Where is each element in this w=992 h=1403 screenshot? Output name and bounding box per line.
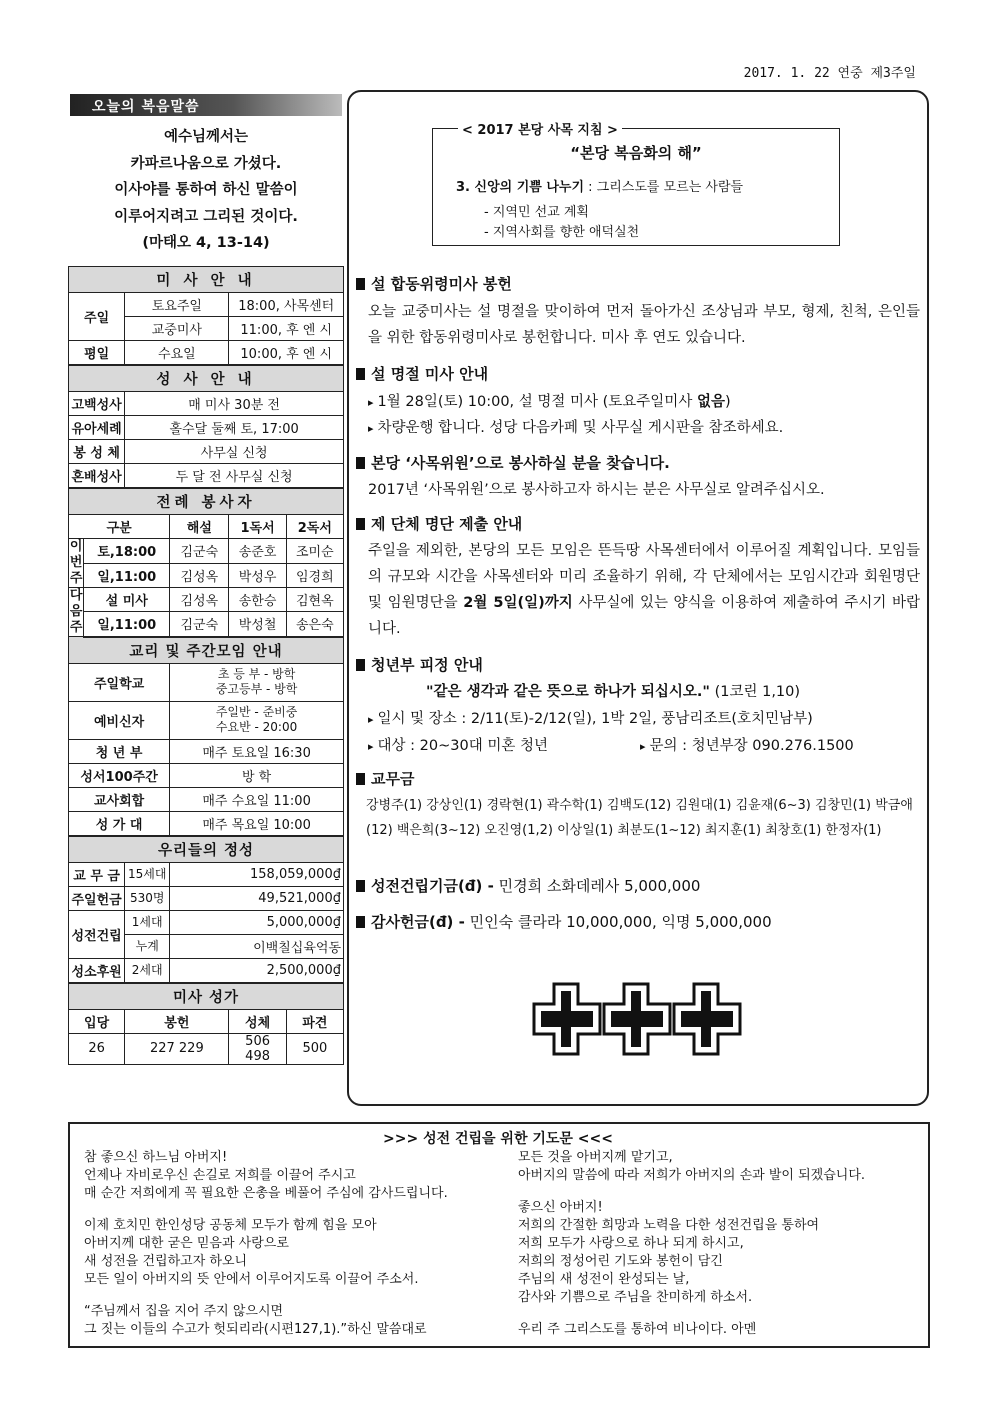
prayer-gap [518, 1185, 922, 1199]
mass-name: 교중미사 [125, 317, 229, 341]
offering-amount: 2,500,000₫ [170, 958, 344, 983]
prayer-title: >>> 성전 건립을 위한 기도문 <<< [383, 1131, 613, 1147]
servers-col: 구분 [69, 515, 170, 539]
mass-weekday: 평일 [69, 341, 125, 366]
notice-bullet [640, 734, 854, 755]
notice-title [356, 911, 772, 932]
servers-col: 해설 [170, 515, 229, 539]
notice-bullet-text: 차량운행 합니다. 성당 다음카페 및 사무실 게시판을 참조하세요. [377, 420, 784, 436]
square-bullet-icon [356, 278, 365, 290]
notice-title [356, 452, 670, 473]
hymn-col: 파견 [286, 1009, 343, 1033]
offering-name: 성소후원 [69, 958, 125, 983]
prayer-line: 그 짓는 이들의 수고가 헛되리라(시편127,1).”하신 말씀대로 [84, 1322, 427, 1337]
prayer-line: 아버지의 말씀에 따라 저희가 아버지의 손과 발이 되겠습니다. [518, 1168, 866, 1183]
server-name: 김군숙 [170, 612, 229, 637]
group-value: 매주 수요일 11:00 [170, 787, 344, 811]
prayer-line: 모든 것을 아버지께 맡기고, [518, 1150, 673, 1165]
server-time: 일,11:00 [84, 563, 170, 588]
notice-title-text: 감사헌금(đ) - [371, 913, 465, 931]
hymn-col: 입당 [69, 1009, 125, 1033]
notice-title [356, 654, 483, 675]
notice-title-text: 제 단체 명단 제출 안내 [371, 515, 523, 533]
server-time: 일,11:00 [84, 612, 170, 637]
notice-title [356, 363, 488, 384]
prayer-gap [84, 1203, 504, 1217]
notice-bullet [368, 734, 548, 755]
server-name: 김성옥 [170, 588, 229, 612]
retreat-quote [426, 680, 800, 701]
square-bullet-icon [356, 659, 365, 671]
prayer-line: 매 순간 저희에게 꼭 필요한 은총을 베풀어 주심에 감사드립니다. [84, 1186, 448, 1201]
gospel-line: 이루어지려고 그리된 것이다. [114, 208, 298, 225]
group-value: 매주 목요일 10:00 [170, 811, 344, 836]
prayer-line: 주님의 새 성전이 완성되는 날, [518, 1272, 690, 1287]
mass-name: 수요일 [125, 341, 229, 366]
group-value-line: 수요반 - 20:00 [215, 720, 298, 734]
gospel-tab [70, 94, 342, 116]
offering-name: 주일헌금 [69, 886, 125, 910]
square-bullet-icon [356, 518, 365, 530]
notice-body-bold: 2월 5일(일)까지 [463, 595, 573, 611]
group-name: 교사회합 [69, 787, 170, 811]
server-time: 설 미사 [84, 588, 170, 612]
gospel-tab-label: 오늘의 복음말씀 [92, 99, 200, 115]
notice-bullet-text: 문의 : 청년부장 090.276.1500 [649, 738, 854, 754]
prayer-line: 좋으신 아버지! [518, 1200, 603, 1215]
hymn-number: 26 [69, 1033, 125, 1064]
notice-title-text: 성전건립기금(đ) - [371, 877, 494, 895]
hymn-col: 성체 [229, 1009, 286, 1033]
hymn-number: 506 498 [229, 1033, 286, 1064]
group-name: 예비신자 [69, 701, 170, 739]
hymn-number: 500 [286, 1033, 343, 1064]
server-name: 송준호 [229, 539, 286, 564]
prayer-line: 감사와 기쁨으로 주님을 찬미하게 하소서. [518, 1290, 753, 1305]
offering-count: 2세대 [125, 958, 170, 983]
prayer-gap [518, 1307, 922, 1321]
server-name: 김성옥 [170, 563, 229, 588]
sacrament-value: 두 달 전 사무실 신청 [125, 464, 344, 489]
sacrament-value: 매 미사 30분 전 [125, 392, 344, 416]
server-name: 김군숙 [170, 539, 229, 564]
notice-bullet-bold: 없음 [696, 394, 725, 410]
offering-count: 1세대 [125, 910, 170, 934]
notice-body: 오늘 교중미사는 설 명절을 맞이하여 먼저 돌아가신 조상님과 부모, 형제, 친척, 은인들을 위한 합동위령미사로 봉헌합니다. 미사 후 연도 있습니다. [368, 304, 920, 346]
group-value: 매주 토요일 16:30 [170, 739, 344, 763]
sacrament-value: 사무실 신청 [125, 440, 344, 464]
servers-col: 2독서 [286, 515, 343, 539]
notice-title-value: 민인숙 클라라 10,000,000, 익명 5,000,000 [464, 913, 772, 931]
policy-subtitle: “본당 복음화의 해” [570, 144, 702, 162]
group-name: 청 년 부 [69, 739, 170, 763]
server-time: 토,18:00 [84, 539, 170, 564]
notice-body [368, 538, 920, 642]
crosses-icon [532, 980, 746, 1058]
notice-bullet-text: 대상 : 20~30대 미혼 청년 [377, 738, 548, 754]
group-value: 방 학 [170, 763, 344, 787]
square-bullet-icon [356, 368, 365, 380]
notice-bullet-text: 일시 및 장소 : 2/11(토)-2/12(일), 1박 2일, 풍남리조트(호치민남부) [377, 711, 813, 727]
notice-title-text: 청년부 피정 안내 [371, 656, 483, 674]
offering-count: 15세대 [125, 862, 170, 886]
servers-col: 1독서 [229, 515, 286, 539]
group-value-line: 중고등부 - 방학 [215, 682, 298, 696]
prayer-line: 저희 모두가 사랑으로 하나 되게 하시고, [518, 1236, 744, 1251]
notice-title [356, 768, 414, 789]
group-name: 성서100주간 [69, 763, 170, 787]
notice-title-text: 본당 ‘사목위원’으로 봉사하실 분을 찾습니다. [371, 454, 670, 472]
server-name: 송은숙 [286, 612, 343, 637]
server-name: 김현옥 [286, 588, 343, 612]
sacrament-value: 홀수달 둘째 토, 17:00 [125, 416, 344, 440]
group-name: 성 가 대 [69, 811, 170, 836]
mass-time: 18:00, 사목센터 [229, 293, 344, 317]
prayer-line: “주님께서 집을 지어 주지 않으시면 [84, 1304, 284, 1319]
gospel-reference: (마태오 4, 13-14) [142, 235, 270, 251]
square-bullet-icon [356, 916, 365, 928]
group-value [170, 663, 344, 701]
servers-header: 전례 봉사자 [69, 488, 344, 515]
mass-header: 미 사 안 내 [69, 267, 344, 293]
notice-title [356, 273, 512, 294]
notice-title-text: 설 합동위령미사 봉헌 [371, 275, 512, 293]
policy-sub-item: - 지역민 선교 계획 [484, 205, 589, 220]
notice-body-text: 사무실에 있는 양식을 이용하여 제출하여 주시기 바랍니다. [368, 595, 921, 637]
gospel-line: 이사야를 통하여 하신 말씀이 [114, 182, 298, 198]
mass-name: 토요주일 [125, 293, 229, 317]
prayer-right-column [518, 1149, 922, 1339]
server-name: 조미순 [286, 539, 343, 564]
sacrament-name: 혼배성사 [69, 464, 125, 489]
notice-title [356, 875, 700, 896]
prayer-line: 아버지께 대한 굳은 믿음과 사랑으로 [84, 1236, 289, 1251]
notice-body-text: 주일을 제외한, 본당의 모든 모임은 뜬득땅 사목센터에서 이루어질 계획입니다. 모임들의 규모와 시간을 사목센터와 미리 조율하기 위해, 각 단체에서는 모임시간과 회원명단 및 임원명단을 [368, 543, 920, 611]
offering-amount: 158,059,000₫ [170, 862, 344, 886]
offerings-header: 우리들의 정성 [69, 836, 344, 863]
server-name: 임경희 [286, 563, 343, 588]
square-bullet-icon [356, 880, 365, 892]
offering-name: 교 무 금 [69, 862, 125, 886]
notice-body: 2017년 ‘사목위원’으로 봉사하고자 하시는 분은 사무실로 알려주십시오. [368, 482, 825, 498]
offering-count: 530명 [125, 886, 170, 910]
hymns-header: 미사 성가 [69, 983, 344, 1010]
offering-amount: 이백칠십육억동 [170, 934, 344, 958]
prayer-line: 우리 주 그리스도를 통하여 비나이다. 아멘 [518, 1322, 757, 1337]
mass-sunday: 주일 [69, 293, 125, 341]
this-week-label: 이번주 [69, 539, 83, 586]
retreat-quote-ref: (1코린 1,10) [709, 684, 801, 700]
hymn-number: 227 229 [125, 1033, 229, 1064]
groups-header: 교리 및 주간모임 안내 [69, 637, 344, 664]
notice-title [356, 513, 522, 534]
tithe-list: 강병주(1) 강상인(1) 경락현(1) 곽수학(1) 김백도(12) 김원대(1) 김윤재(6~3) 김창민(1) 박금애(12) 백은희(3~12) 오진영(1,2) 이상일(1) 최분도(1~12) 최지훈(1) 최창호(1) 한정자(1) [366, 798, 913, 838]
gospel-line: 예수님께서는 [163, 129, 249, 145]
offering-amount: 49,521,000₫ [170, 886, 344, 910]
date-line: 2017. 1. 22 연중 제3주일 [743, 66, 916, 81]
info-table [68, 266, 344, 1065]
policy-item-rest: : 그리스도를 모르는 사람들 [584, 180, 744, 195]
prayer-line: 참 좋으신 하느님 아버지! [84, 1150, 228, 1165]
sacrament-name: 고백성사 [69, 392, 125, 416]
server-name: 송한승 [229, 588, 286, 612]
offering-name: 성전건립 [69, 910, 125, 958]
mass-time: 11:00, 후 엔 시 [229, 317, 344, 341]
prayer-left-column [84, 1149, 504, 1339]
prayer-line: 저희의 정성어린 기도와 봉헌이 담긴 [518, 1254, 723, 1269]
sacrament-name: 유아세례 [69, 416, 125, 440]
prayer-line: 모든 일이 아버지의 뜻 안에서 이루어지도록 이끌어 주소서. [84, 1272, 419, 1287]
policy-item-bold: 3. 신앙의 기쁨 나누기 [456, 180, 585, 195]
next-week-label: 다음주 [69, 588, 83, 635]
mass-time: 10:00, 후 엔 시 [229, 341, 344, 366]
notice-bullet [368, 390, 731, 411]
gospel-line: 카파르나움으로 가셨다. [130, 155, 282, 172]
offering-count: 누계 [125, 934, 170, 958]
sacrament-header: 성 사 안 내 [69, 365, 344, 392]
notice-bullet [368, 416, 783, 437]
prayer-line: 저희의 간절한 희망과 노력을 다한 성전건립을 통하여 [518, 1218, 820, 1233]
hymn-col: 봉헌 [125, 1009, 229, 1033]
sacrament-name: 봉 성 체 [69, 440, 125, 464]
policy-title: < 2017 본당 사목 지침 > [458, 119, 622, 138]
group-value-line: 초 등 부 - 방학 [217, 667, 296, 681]
group-name: 주일학교 [69, 663, 170, 701]
notice-title-value: 민경희 소화데레사 5,000,000 [493, 877, 701, 895]
server-name: 박성우 [229, 563, 286, 588]
prayer-line: 새 성전을 건립하고자 하오니 [84, 1254, 248, 1269]
prayer-line: 이제 호치민 한인성당 공동체 모두가 함께 힘을 모아 [84, 1218, 377, 1233]
notice-title-text: 설 명절 미사 안내 [371, 365, 489, 383]
notice-bullet-text: ) [724, 394, 731, 410]
policy-item [456, 176, 743, 195]
retreat-quote-text: "같은 생각과 같은 뜻으로 하나가 되십시오." [426, 684, 710, 700]
policy-sub-item: - 지역사회를 향한 애덕실천 [484, 225, 640, 240]
prayer-line: 언제나 자비로우신 손길로 저희를 이끌어 주시고 [84, 1168, 356, 1183]
group-value [170, 701, 344, 739]
square-bullet-icon [356, 457, 365, 469]
gospel-text [70, 124, 342, 257]
notice-bullet [368, 707, 813, 728]
prayer-gap [84, 1289, 504, 1303]
square-bullet-icon [356, 773, 365, 785]
notice-bullet-text: 1월 28일(토) 10:00, 설 명절 미사 (토요주일미사 [377, 394, 697, 410]
group-value-line: 주일반 - 준비중 [215, 705, 298, 719]
server-name: 박성철 [229, 612, 286, 637]
notice-title-text: 교무금 [371, 770, 415, 788]
offering-amount: 5,000,000₫ [170, 910, 344, 934]
